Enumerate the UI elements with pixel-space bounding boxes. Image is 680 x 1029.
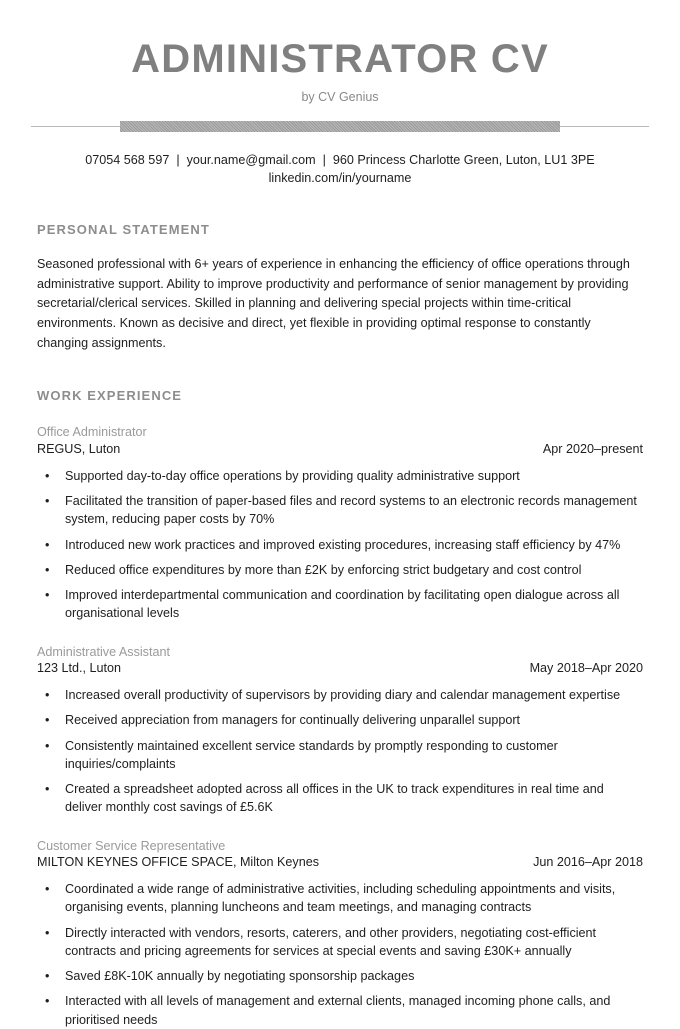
- job-bullet-text: Received appreciation from managers for continually delivering unparallel support: [65, 713, 521, 728]
- job-entry: [37, 424, 643, 622]
- job-bullet-text: Increased overall productivity of supervisors by providing diary and calendar management expertise: [65, 688, 621, 703]
- bullet-point-icon: •: [45, 494, 50, 508]
- contact-separator-2: |: [322, 153, 326, 168]
- job-dates: Apr 2020–present: [542, 441, 643, 456]
- job-bullet-text: Directly interacted with vendors, resorts, caterers, and other providers, negotiating cost-efficient contracts and pricing agreements for services at special events and saving £30K+ annually: [65, 925, 597, 958]
- job-dates: Jun 2016–Apr 2018: [533, 855, 643, 870]
- bullet-point-icon: •: [45, 782, 50, 797]
- job-bullet: [37, 711, 643, 729]
- section-personal-statement: [37, 222, 643, 354]
- job-bullet: [37, 492, 643, 529]
- job-header-row: [37, 441, 643, 458]
- cv-body: [0, 222, 680, 1029]
- job-bullet-text: Facilitated the transition of paper-based files and record systems to an electronic records management system, reducing paper costs by 70%: [65, 494, 637, 527]
- job-company: 123 Ltd., Luton: [37, 661, 122, 676]
- bullet-point-icon: •: [45, 713, 50, 728]
- job-bullet-text: Reduced office expenditures by more than £2K by enforcing strict budgetary and cost control: [65, 562, 582, 577]
- job-bullet-list: [37, 467, 643, 623]
- bullet-point-icon: •: [45, 562, 50, 577]
- divider-thick-bar: [120, 121, 560, 132]
- job-bullet-text: Created a spreadsheet adopted across all offices in the UK to track expenditures in real time and deliver monthly cost savings of £5.6K: [65, 782, 604, 815]
- contact-separator-1: |: [176, 153, 180, 168]
- job-bullet: [37, 924, 643, 961]
- header-divider: [0, 120, 680, 134]
- job-company: REGUS, Luton: [37, 441, 121, 456]
- job-bullet-list: [37, 880, 643, 1029]
- job-bullet: [37, 880, 643, 917]
- job-bullet: [37, 780, 643, 817]
- page-subtitle: by CV Genius: [301, 90, 379, 105]
- job-bullet: [37, 467, 643, 485]
- bullet-point-icon: •: [45, 882, 50, 897]
- job-bullet-text: Interacted with all levels of management and external clients, managed incoming phone calls, and prioritised needs: [65, 994, 611, 1027]
- bullet-point-icon: •: [45, 537, 50, 552]
- job-bullet: [37, 967, 643, 985]
- section-heading-work-experience: WORK EXPERIENCE: [37, 388, 183, 404]
- job-bullet: [37, 561, 643, 579]
- job-bullet: [37, 737, 643, 774]
- section-work-experience: [37, 388, 643, 1029]
- bullet-point-icon: •: [45, 925, 50, 940]
- job-bullet-text: Consistently maintained excellent service standards by promptly responding to customer inquiries/complaints: [65, 738, 558, 771]
- job-header-row: [37, 660, 643, 677]
- job-entry: [37, 838, 643, 1029]
- job-bullet: [37, 536, 643, 554]
- bullet-point-icon: •: [45, 969, 50, 984]
- bullet-point-icon: •: [45, 994, 50, 1009]
- job-company: MILTON KEYNES OFFICE SPACE, Milton Keynes: [37, 855, 320, 870]
- bullet-point-icon: •: [45, 738, 50, 753]
- bullet-point-icon: •: [45, 468, 50, 483]
- contact-email[interactable]: your.name@gmail.com: [186, 153, 316, 168]
- job-bullet: [37, 686, 643, 704]
- job-entry: [37, 644, 643, 817]
- page-title: ADMINISTRATOR CV: [131, 37, 549, 81]
- job-dates: May 2018–Apr 2020: [529, 661, 643, 676]
- job-bullet-text: Introduced new work practices and improved existing procedures, increasing staff efficiency by 47%: [65, 537, 621, 552]
- job-header-row: [37, 854, 643, 871]
- contact-line-primary: [0, 151, 680, 169]
- job-title: Customer Service Representative: [37, 838, 226, 853]
- job-bullet-list: [37, 686, 643, 817]
- job-title: Administrative Assistant: [37, 644, 170, 659]
- section-heading-personal-statement: PERSONAL STATEMENT: [37, 221, 210, 237]
- cv-header: [0, 0, 680, 105]
- contact-address: 960 Princess Charlotte Green, Luton, LU1 3PE: [332, 153, 595, 168]
- job-title: Office Administrator: [37, 425, 147, 440]
- personal-statement-text: Seasoned professional with 6+ years of experience in enhancing the efficiency of office operations through administrative support. Ability to improve productivity and performance of senior management by providing secretarial/clerical services. Skilled in planning and delivering special projects within time-critical environments. Known as decisive and direct, yet flexible in providing optimal response to constantly changing assignments.: [37, 256, 630, 351]
- job-bullet-text: Coordinated a wide range of administrative activities, including scheduling appointments and visits, organising events, planning luncheons and team meetings, and managing contracts: [65, 882, 616, 915]
- job-bullet: [37, 586, 643, 623]
- job-bullet-text: Improved interdepartmental communication and coordination by facilitating open dialogue across all organisational levels: [65, 588, 620, 621]
- job-bullet-text: Supported day-to-day office operations by providing quality administrative support: [65, 468, 520, 483]
- bullet-point-icon: •: [45, 688, 50, 703]
- bullet-point-icon: •: [45, 588, 50, 602]
- contact-block: [0, 151, 680, 188]
- contact-phone: 07054 568 597: [85, 153, 170, 168]
- contact-linkedin[interactable]: linkedin.com/in/yourname: [268, 171, 412, 186]
- job-bullet-text: Saved £8K-10K annually by negotiating sponsorship packages: [65, 969, 415, 984]
- job-bullet: [37, 992, 643, 1029]
